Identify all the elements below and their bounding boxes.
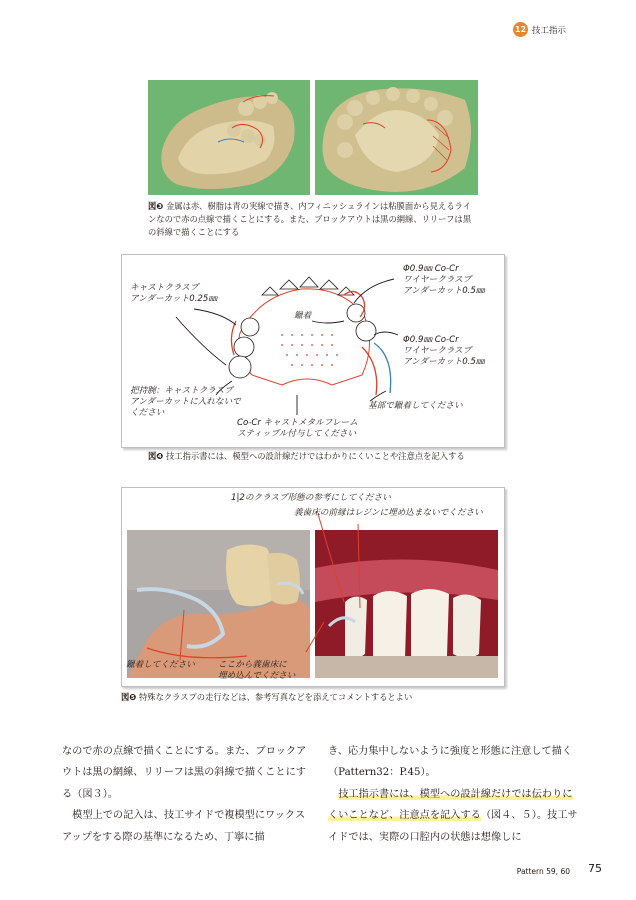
figure-4-label-framework: Co-Cr キャストメタルフレーム スティップル付与してください	[237, 418, 358, 439]
figure-5-label-top2: 義歯床の前縁はレジンに埋め込まないでください	[294, 508, 483, 518]
body-paragraph: なので赤の点線で描くことにする。また、ブロックアウトは黒の網線、リリーフは黒の斜線で描くことにする（図３）。	[62, 746, 307, 800]
body-right-column	[328, 741, 578, 848]
chapter-number-badge: 12	[513, 22, 528, 37]
figure-4-label-top-left: キャストクラスプ アンダーカット0.25㎜	[130, 283, 217, 304]
figure-4-diagram	[121, 254, 505, 448]
figure-3-number: 図❸	[148, 201, 164, 211]
chapter-header	[513, 22, 566, 37]
figure-5-label-top1: 1|2のクラスプ形態の参考にしてください	[231, 493, 391, 503]
body-left-column	[62, 741, 312, 848]
figure-5-caption	[121, 691, 521, 704]
figure-3	[148, 80, 478, 195]
figure-3-photo-right	[315, 80, 478, 195]
pattern-reference: Pattern 59, 60	[516, 867, 570, 876]
figure-5	[121, 487, 505, 687]
figure-5-label-bottom-mid: ここから義歯床に 埋め込んでください	[218, 660, 296, 681]
figure-4-number: 図❹	[148, 451, 164, 461]
indent	[328, 789, 338, 800]
page-number: 75	[588, 862, 602, 875]
figure-4-label-top-right: Φ0.9㎜ Co-Cr ワイヤークラスプ アンダーカット0.5㎜	[403, 264, 485, 296]
figure-5-label-bottom-left: 鑞着してください	[126, 660, 195, 670]
figure-4-caption	[148, 450, 528, 463]
figure-3-caption-text: 金属は赤、樹脂は青の実線で描き、内フィニッシュラインは粘膜面から見えるラインなので赤の点線で描くことにする。また、ブロックアウトは黒の網線、リリーフは黒の斜線で描くことにする	[148, 201, 472, 237]
highlighted-text: 技工指示書には、模型への設計線だけでは伝わりにくいことなど、注意点を記入する	[328, 788, 573, 822]
body-paragraph: き、応力集中しないように強度と形態に注意して描く（Pattern32：P.45）。	[328, 746, 573, 779]
body-paragraph: 模型上での記入は、技工サイドで複模型にワックスアップをする際の基準になるため、丁寧に描	[62, 810, 306, 843]
figure-4-label-solder: 鑞着	[294, 311, 312, 321]
figure-3-caption	[148, 200, 478, 239]
chapter-title: 技工指示	[531, 25, 566, 36]
figure-4-label-base-solder: 基部で鑞着してください	[368, 401, 463, 411]
figure-5-number: 図❺	[121, 692, 137, 702]
figure-4-label-left-note: 把持腕：キャストクラスプ アンダーカットに入れないで ください	[130, 386, 241, 418]
body-text-rest: （図４、５）。技工サイドでは、実際の口腔内の状態は想像しに	[328, 810, 578, 843]
figure-4-label-mid-right: Φ0.9㎜ Co-Cr ワイヤークラスプ アンダーカット0.5㎜	[403, 335, 485, 367]
figure-4-caption-text: 技工指示書には、模型への設計線だけではわかりにくいことや注意点を記入する	[165, 451, 465, 461]
figure-5-caption-text: 特殊なクラスプの走行などは、参考写真などを添えてコメントするとよい	[138, 692, 413, 702]
body-paragraph-highlighted	[328, 784, 578, 848]
figure-3-photo-left	[148, 80, 310, 195]
